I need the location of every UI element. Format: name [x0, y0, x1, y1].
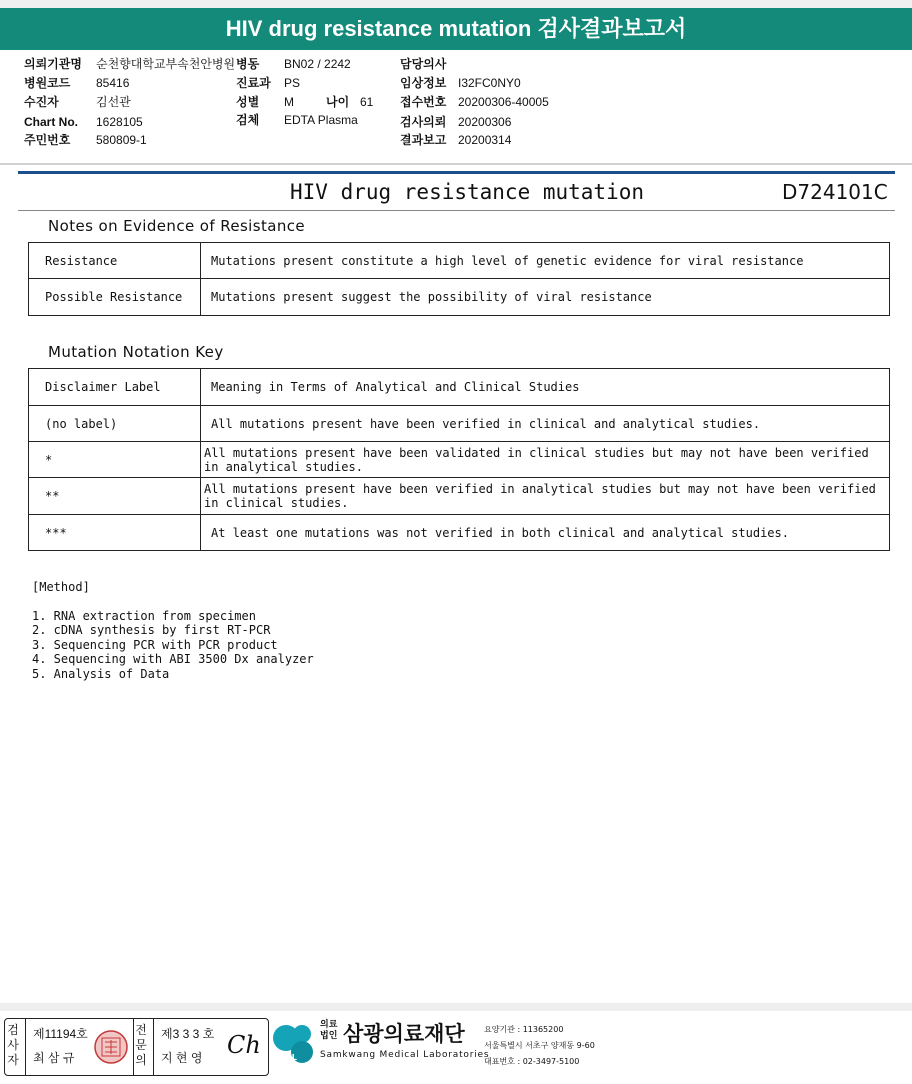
- info-clinical-info: 임상정보 I32FC0NY0: [400, 76, 521, 90]
- info-age: 나이 61: [326, 95, 374, 109]
- info-request-date: 검사의뢰 20200306: [400, 115, 512, 129]
- org-name-en: Samkwang Medical Laboratories: [320, 1050, 490, 1060]
- specialist-signature: Ch: [227, 1031, 261, 1059]
- table-row: Possible Resistance Mutations present suggest the possibility of viral resistance: [29, 279, 890, 316]
- notes-section-title: Notes on Evidence of Resistance: [48, 217, 306, 235]
- signature-box: [4, 1018, 269, 1076]
- info-patient-name: 수진자 김선관: [24, 95, 131, 109]
- examiner-label: [7, 1023, 21, 1068]
- examiner-name: 최 삼 규: [33, 1051, 75, 1065]
- table-row: Resistance Mutations present constitute a high level of genetic evidence for viral resistance: [29, 243, 890, 279]
- report-banner-title: HIV drug resistance mutation 검사결과보고서: [0, 8, 912, 50]
- method-step: 2. cDNA synthesis by first RT-PCR: [32, 623, 271, 637]
- method-title: [Method]: [32, 580, 90, 594]
- report-top-rule: [18, 171, 895, 174]
- info-sex: 성별 M: [236, 95, 294, 109]
- info-specimen: 검체 EDTA Plasma: [236, 113, 358, 127]
- specialist-label-text: 전문의: [135, 1023, 147, 1067]
- org-name: 삼광의료재단: [343, 1022, 465, 1046]
- notation-table: [28, 368, 890, 551]
- examiner-label-text: 검사자: [7, 1023, 19, 1067]
- table-row: *** At least one mutations was not verified in both clinical and analytical studies.: [29, 515, 890, 551]
- method-step: 4. Sequencing with ABI 3500 Dx analyzer: [32, 652, 314, 666]
- info-institution: 의뢰기관명 순천향대학교부속천안병원: [24, 57, 236, 71]
- org-contact: [484, 1022, 595, 1070]
- table-row: ** All mutations present have been verified in analytical studies but may not have been verified in clinical studies.: [29, 478, 890, 515]
- method-step: 5. Analysis of Data: [32, 666, 170, 681]
- method-step: 1. RNA extraction from specimen: [32, 608, 256, 623]
- examiner-seal-icon: [93, 1029, 129, 1065]
- divider: [0, 163, 912, 165]
- info-department: 진료과 PS: [236, 76, 301, 90]
- report-code: D724101C: [782, 180, 888, 204]
- method-step: 3. Sequencing PCR with PCR product: [32, 637, 278, 652]
- table-row: (no label) All mutations present have been verified in clinical and analytical studies.: [29, 406, 890, 442]
- sml-badge-text: SML: [278, 1053, 297, 1062]
- info-chart-no: Chart No. 1628105: [24, 115, 143, 129]
- sml-logo-icon: [272, 1020, 318, 1066]
- notation-section-title: Mutation Notation Key: [48, 343, 224, 361]
- org-address: 서울특별시 서초구 양재동 9-60: [484, 1041, 595, 1050]
- info-receipt-no: 접수번호 20200306-40005: [400, 95, 549, 109]
- table-row: Disclaimer Label Meaning in Terms of Analytical and Clinical Studies: [29, 369, 890, 406]
- method-section: [32, 580, 314, 681]
- table-row: * All mutations present have been validated in clinical studies but may not have been verified in analytical studies.: [29, 442, 890, 478]
- examiner-license: 제11194호: [33, 1027, 88, 1041]
- footer-divider: [0, 1003, 912, 1011]
- top-frame: [0, 0, 912, 8]
- info-hospital-code: 병원코드 85416: [24, 76, 130, 90]
- report-title: HIV drug resistance mutation: [290, 180, 645, 204]
- info-doctor: 담당의사: [400, 57, 447, 71]
- info-resident-no: 주민번호 580809-1: [24, 133, 147, 147]
- org-prefix: 의료 법인: [320, 1020, 338, 1041]
- specialist-license: 제3 3 3 호: [161, 1027, 215, 1041]
- notes-table: [28, 242, 890, 316]
- info-ward: 병동 BN02 / 2242: [236, 57, 351, 71]
- org-phone: 대표번호 : 02-3497-5100: [484, 1057, 580, 1066]
- specialist-label: [135, 1023, 149, 1068]
- report-title-rule: [18, 210, 895, 211]
- specialist-name: 지 현 영: [161, 1051, 203, 1065]
- info-report-date: 결과보고 20200314: [400, 133, 512, 147]
- institution-code: 요양기관 : 11365200: [484, 1025, 564, 1034]
